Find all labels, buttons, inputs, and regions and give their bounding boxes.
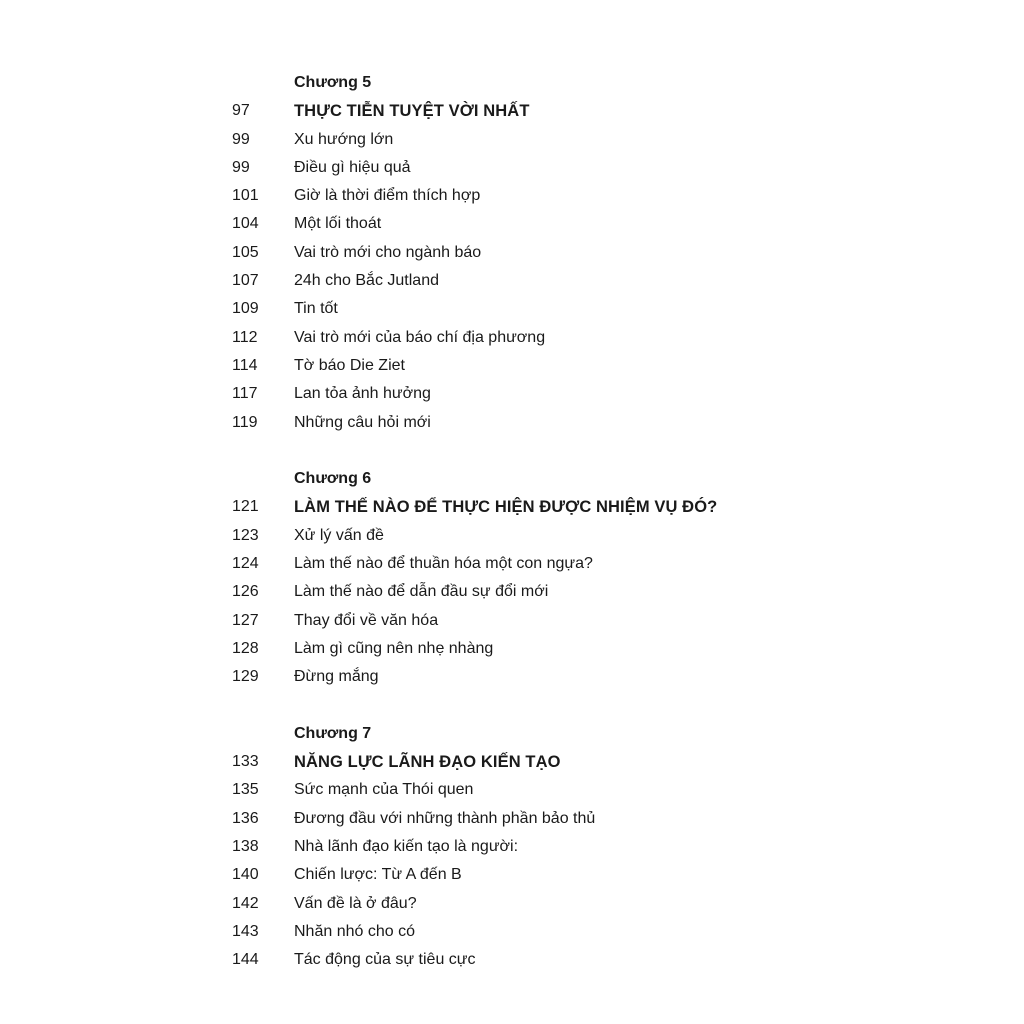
page-number: 133 xyxy=(232,753,259,771)
chapter-heading-label: Chương 7 xyxy=(294,724,372,742)
chapter-heading xyxy=(232,69,992,97)
entry-label: Thay đổi về văn hóa xyxy=(294,611,439,629)
page-number: 126 xyxy=(232,583,259,601)
page-number: 105 xyxy=(232,243,259,261)
chapter-title xyxy=(232,493,992,521)
page-number: 112 xyxy=(232,328,258,346)
page-number: 101 xyxy=(232,187,259,205)
entry-label: Tờ báo Die Ziet xyxy=(294,356,405,374)
page-number: 129 xyxy=(232,668,259,686)
page-number: 121 xyxy=(232,498,259,516)
entry-label: Vai trò mới cho ngành báo xyxy=(294,243,482,261)
page-number: 124 xyxy=(232,555,259,573)
toc-entry xyxy=(232,578,992,606)
entry-label: Tác động của sự tiêu cực xyxy=(294,951,476,969)
chapter-6-section xyxy=(232,465,992,691)
toc-entry xyxy=(232,295,992,323)
page-number: 138 xyxy=(232,838,259,856)
page-number: 107 xyxy=(232,272,259,290)
toc-entry xyxy=(232,607,992,635)
toc-entry xyxy=(232,805,992,833)
toc-entry xyxy=(232,380,992,408)
entry-label: Tin tốt xyxy=(294,300,338,318)
entry-label: Làm thế nào để dẫn đầu sự đổi mới xyxy=(294,583,549,601)
page-number: 104 xyxy=(232,215,259,233)
entry-label: Làm thế nào để thuần hóa một con ngựa? xyxy=(294,555,593,573)
entry-label: Sức mạnh của Thói quen xyxy=(294,781,474,799)
toc-entry xyxy=(232,890,992,918)
toc-entry xyxy=(232,409,992,437)
page-number: 142 xyxy=(232,894,259,912)
chapter-title xyxy=(232,97,992,125)
entry-label: Làm gì cũng nên nhẹ nhàng xyxy=(294,639,494,657)
page-number: 140 xyxy=(232,866,259,884)
page-number: 117 xyxy=(232,385,258,403)
page-number: 127 xyxy=(232,611,259,629)
toc-entry xyxy=(232,522,992,550)
entry-label: Xử lý vấn đề xyxy=(294,526,384,544)
chapter-7-section xyxy=(232,720,992,975)
toc-entry xyxy=(232,663,992,691)
chapter-title-label: NĂNG LỰC LÃNH ĐẠO KIẾN TẠO xyxy=(294,753,561,772)
page-number: 135 xyxy=(232,781,259,799)
toc-entry xyxy=(232,126,992,154)
toc-entry xyxy=(232,182,992,210)
entry-label: Vấn đề là ở đâu? xyxy=(294,894,417,912)
entry-label: Điều gì hiệu quả xyxy=(294,158,411,176)
toc-entry xyxy=(232,918,992,946)
entry-label: Vai trò mới của báo chí địa phương xyxy=(294,328,546,346)
page-number: 144 xyxy=(232,951,259,969)
page-number: 119 xyxy=(232,413,258,431)
chapter-heading xyxy=(232,720,992,748)
entry-label: Xu hướng lớn xyxy=(294,130,394,148)
page-number: 99 xyxy=(232,158,250,176)
chapter-heading-label: Chương 6 xyxy=(294,470,372,488)
entry-label: Giờ là thời điểm thích hợp xyxy=(294,187,481,205)
chapter-title-label: LÀM THẾ NÀO ĐỂ THỰC HIỆN ĐƯỢC NHIỆM VỤ ĐÓ? xyxy=(294,498,718,517)
toc-entry xyxy=(232,550,992,578)
entry-label: Những câu hỏi mới xyxy=(294,413,431,431)
page-number: 99 xyxy=(232,130,250,148)
entry-label: Lan tỏa ảnh hưởng xyxy=(294,385,431,403)
chapter-heading xyxy=(232,465,992,493)
entry-label: Nhà lãnh đạo kiến tạo là người: xyxy=(294,838,519,856)
chapter-title xyxy=(232,748,992,776)
page-number: 136 xyxy=(232,809,259,827)
entry-label: Nhăn nhó cho có xyxy=(294,922,415,940)
toc-entry xyxy=(232,946,992,974)
page-number: 123 xyxy=(232,526,259,544)
toc-entry xyxy=(232,210,992,238)
toc-entry xyxy=(232,352,992,380)
toc-entry xyxy=(232,776,992,804)
toc-entry xyxy=(232,635,992,663)
page-number: 143 xyxy=(232,922,259,940)
chapter-title-label: THỰC TIỄN TUYỆT VỜI NHẤT xyxy=(294,102,530,121)
entry-label: Chiến lược: Từ A đến B xyxy=(294,866,462,884)
page-number: 128 xyxy=(232,639,259,657)
toc-entry xyxy=(232,324,992,352)
entry-label: 24h cho Bắc Jutland xyxy=(294,272,439,290)
toc-entry xyxy=(232,154,992,182)
page-number: 114 xyxy=(232,356,258,374)
entry-label: Đương đầu với những thành phần bảo thủ xyxy=(294,809,596,827)
table-of-contents xyxy=(232,69,992,975)
page-number: 97 xyxy=(232,102,250,120)
chapter-heading-label: Chương 5 xyxy=(294,74,372,91)
toc-entry xyxy=(232,267,992,295)
page-number: 109 xyxy=(232,300,259,318)
toc-entry xyxy=(232,861,992,889)
entry-label: Đừng mắng xyxy=(294,668,379,686)
toc-entry xyxy=(232,833,992,861)
toc-entry xyxy=(232,239,992,267)
chapter-5-section xyxy=(232,69,992,437)
entry-label: Một lối thoát xyxy=(294,215,382,233)
